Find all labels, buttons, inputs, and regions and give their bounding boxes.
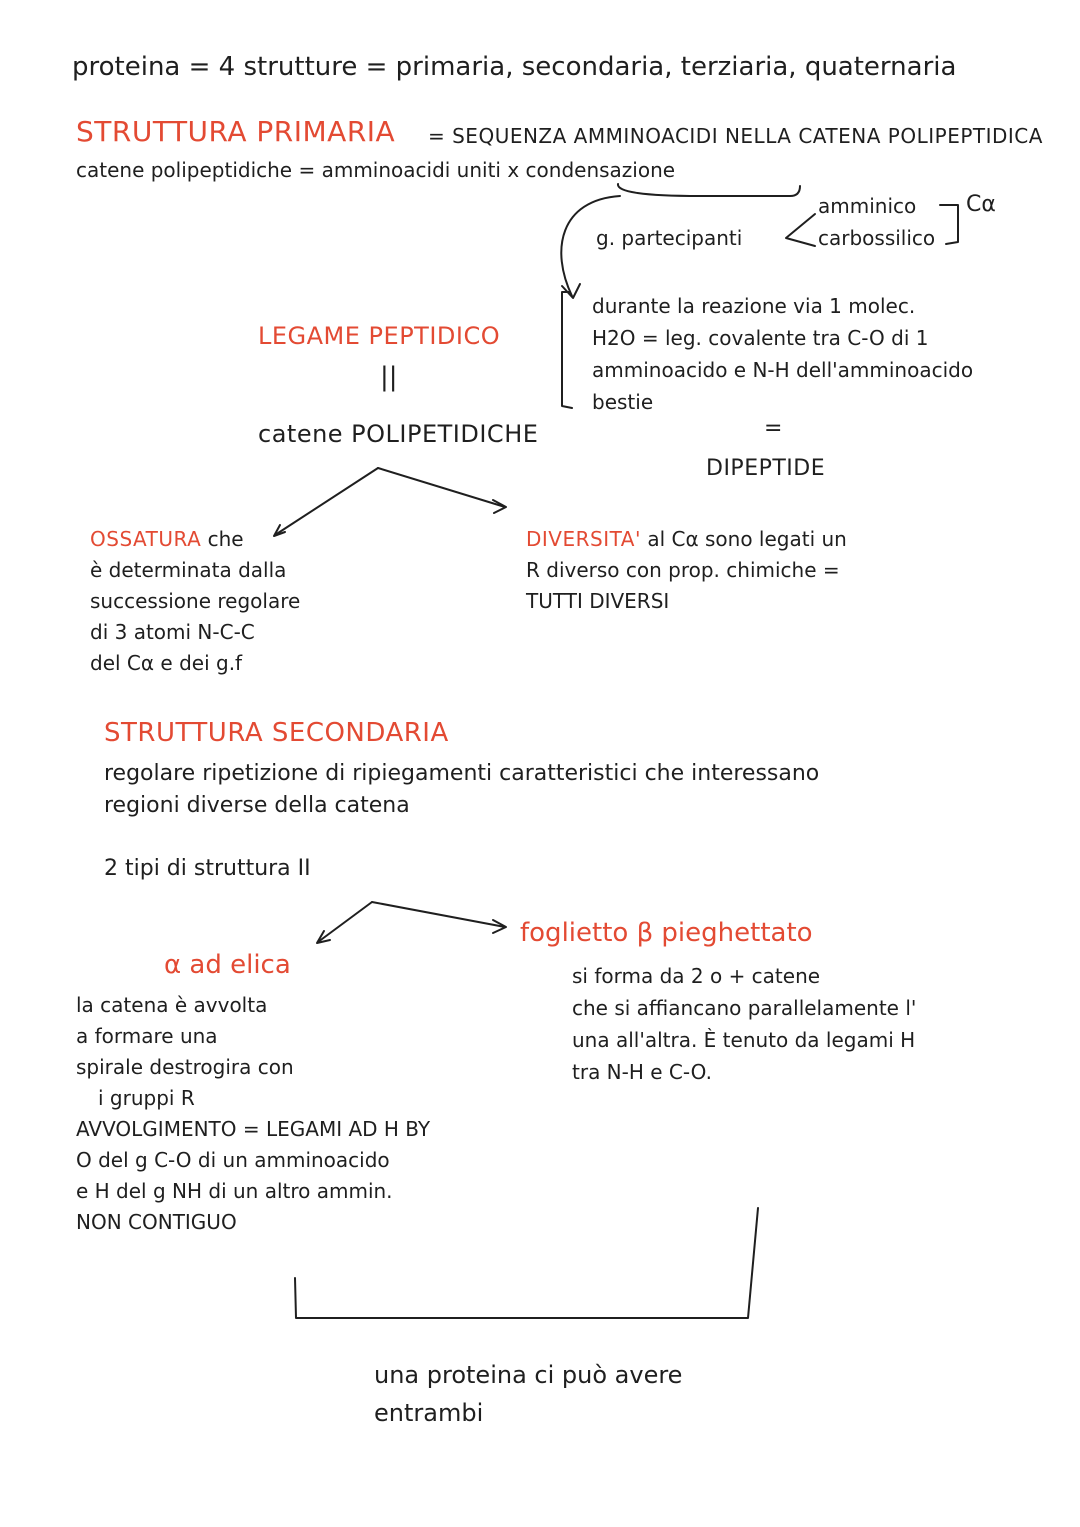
sheet-title: foglietto β pieghettato: [520, 918, 813, 948]
equals-sign: =: [764, 416, 783, 441]
arrow-right-head: [493, 500, 506, 513]
ossatura-title: OSSATURA: [90, 527, 202, 551]
helix-line: AVVOLGIMENTO = LEGAMI AD H BY: [76, 1117, 431, 1141]
secondary-desc-line: regioni diverse della catena: [104, 793, 410, 818]
ossatura-line: successione regolare: [90, 589, 301, 613]
conclusion-line: una proteina ci può avere: [374, 1361, 683, 1389]
groups-label: g. partecipanti: [596, 226, 743, 250]
primary-definition: = SEQUENZA AMMINOACIDI NELLA CATENA POLIPEPTIDICA: [428, 124, 1043, 148]
helix-line: spirale destrogira con: [76, 1055, 294, 1079]
chains-condensation: catene polipeptidiche = amminoacidi uniti x condensazione: [76, 158, 676, 182]
diversita-title: DIVERSITA': [526, 527, 641, 551]
conclusion-line: entrambi: [374, 1399, 484, 1427]
conclusion: [374, 1356, 682, 1432]
secondary-desc-line: regolare ripetizione di ripiegamenti caratteristici che interessano: [104, 761, 820, 786]
secondary-title: STRUTTURA SECONDARIA: [104, 718, 449, 748]
sheet-block: [572, 960, 916, 1088]
helix-line: a formare una: [76, 1024, 218, 1048]
secondary-description: [104, 758, 819, 822]
header-line: proteina = 4 strutture = primaria, secondaria, terziaria, quaternaria: [72, 52, 957, 82]
peptide-bond-title: LEGAME PEPTIDICO: [258, 322, 501, 350]
ossatura-line: è determinata dalla: [90, 558, 287, 582]
arrow-right-diversita: [378, 468, 505, 507]
helix-line: e H del g NH di un altro ammin.: [76, 1179, 393, 1203]
diversita-line: TUTTI DIVERSI: [526, 589, 670, 613]
ossatura-block: [90, 524, 300, 679]
helix-block: [76, 990, 430, 1238]
calpha-label: Cα: [966, 192, 996, 217]
ossatura-line: del Cα e dei g.f: [90, 651, 243, 675]
reaction-note: [592, 290, 973, 418]
helix-line: i gruppi R: [98, 1086, 195, 1110]
reaction-line: amminoacido e N-H dell'amminoacido: [592, 358, 974, 382]
polypeptide-chains: catene POLIPETIDICHE: [258, 420, 539, 448]
dipeptide-label: DIPEPTIDE: [706, 456, 826, 481]
double-bar: ||: [380, 362, 398, 392]
reaction-line: durante la reazione via 1 molec.: [592, 294, 916, 318]
reaction-line: H2O = leg. covalente tra C-O di 1: [592, 326, 929, 350]
group-carbossilico: carbossilico: [818, 226, 936, 250]
helix-title: α ad elica: [164, 950, 291, 980]
sheet-line: tra N-H e C-O.: [572, 1060, 712, 1084]
helix-line: la catena è avvolta: [76, 993, 268, 1017]
primary-title: STRUTTURA PRIMARIA: [76, 115, 396, 148]
diversita-block: [526, 524, 847, 617]
two-types: 2 tipi di struttura II: [104, 856, 311, 881]
group-amminico: amminico: [818, 194, 917, 218]
ossatura-line: di 3 atomi N-C-C: [90, 620, 255, 644]
reaction-bracket: [562, 292, 572, 408]
ossatura-first: che: [207, 527, 244, 551]
helix-line: NON CONTIGUO: [76, 1210, 237, 1234]
sheet-line: che si affiancano parallelamente l': [572, 996, 917, 1020]
calpha-bracket: [940, 205, 958, 244]
diversita-line: R diverso con prop. chimiche =: [526, 558, 840, 582]
reaction-line: bestie: [592, 390, 654, 414]
arrow-left-helix: [318, 902, 372, 942]
sheet-line: una all'altra. È tenuto da legami H: [572, 1028, 916, 1052]
sheet-line: si forma da 2 o + catene: [572, 964, 821, 988]
groups-branch: [786, 214, 815, 246]
diversita-first: al Cα sono legati un: [647, 527, 847, 551]
condensation-bracket: [618, 184, 800, 196]
helix-line: O del g C-O di un amminoacido: [76, 1148, 390, 1172]
arrow-right-sheet: [372, 902, 505, 927]
